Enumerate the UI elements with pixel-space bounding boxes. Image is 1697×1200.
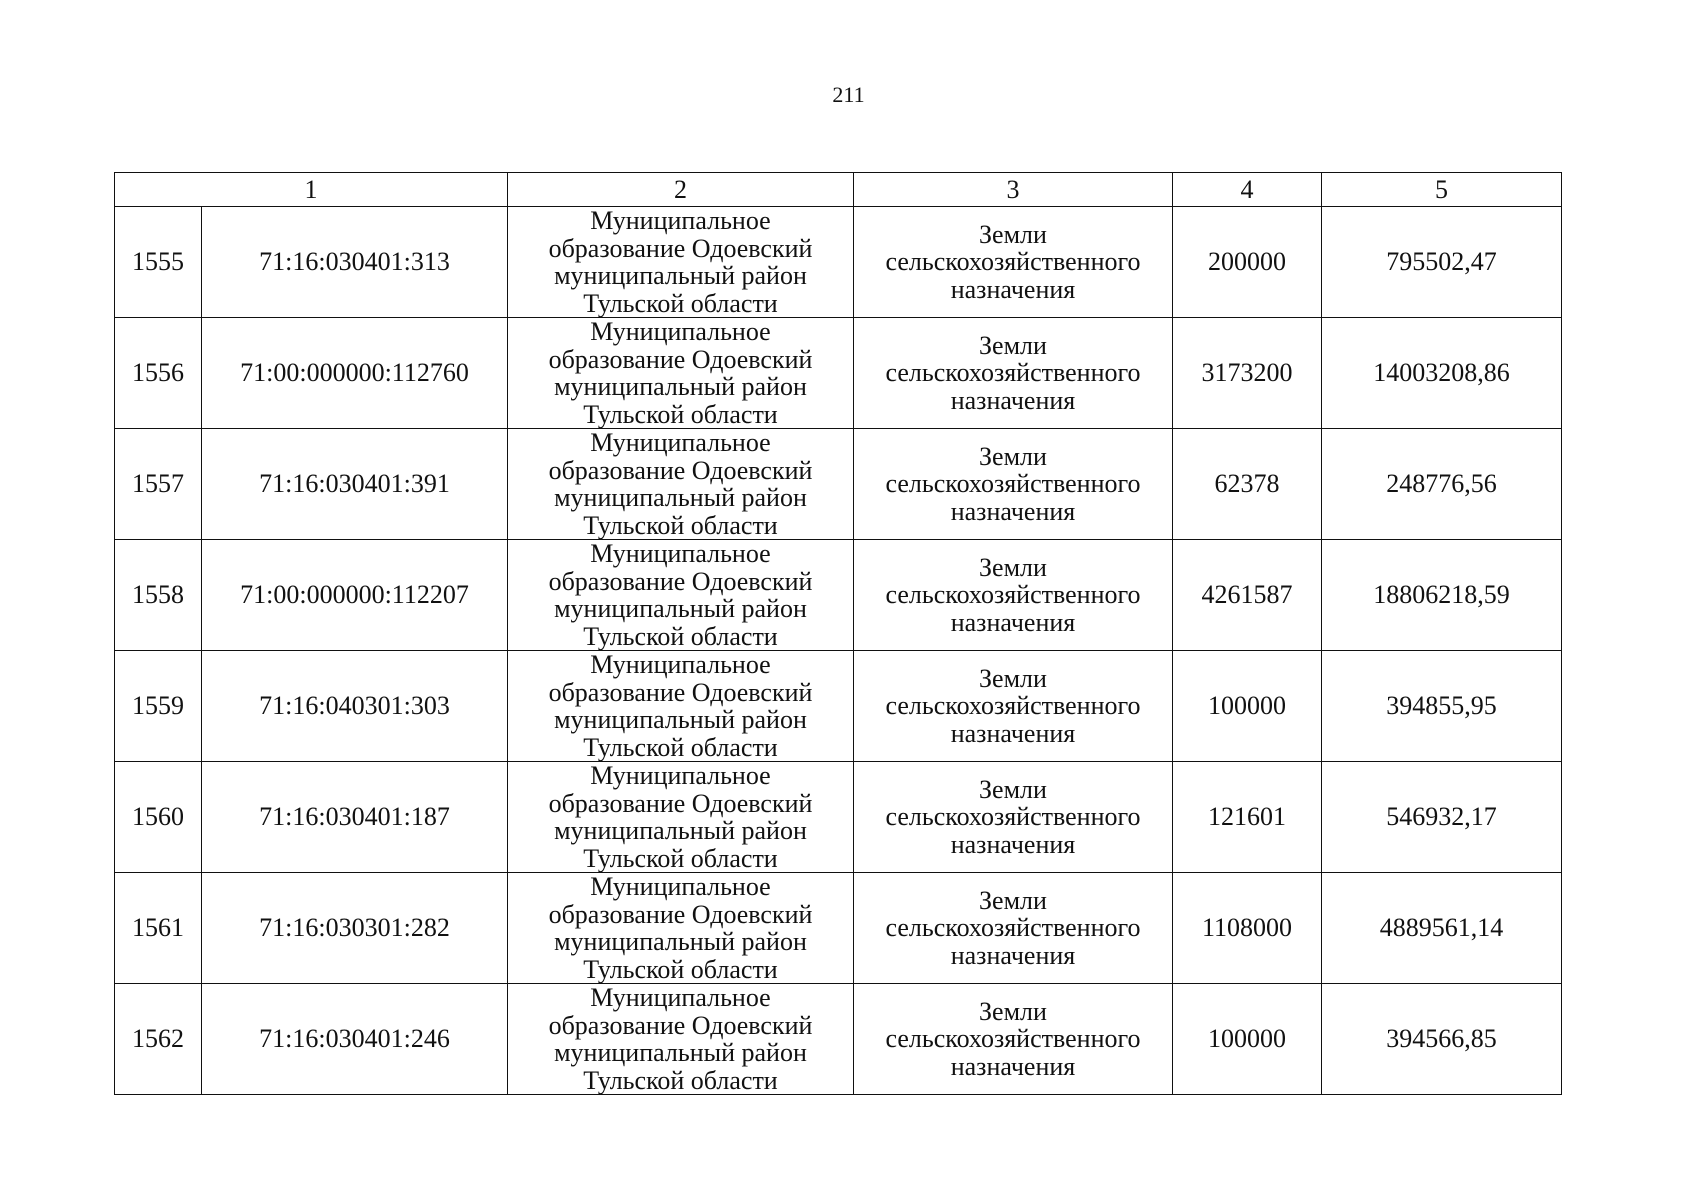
table-row [115, 651, 1562, 762]
category-line: сельскохозяйственного [885, 802, 1141, 832]
area-value: 4261587 [1173, 540, 1322, 651]
category-line: сельскохозяйственного [885, 469, 1141, 499]
category-line: Земли [979, 552, 1047, 582]
row-number: 1558 [115, 540, 202, 651]
owner-line: муниципальный район [554, 705, 807, 734]
category-line: Земли [979, 219, 1047, 249]
land-category-cell [854, 207, 1173, 318]
category-line: назначения [950, 940, 1076, 970]
owner-line: Муниципальное [590, 206, 771, 235]
category-line: сельскохозяйственного [885, 913, 1141, 943]
column-header: 1 [115, 173, 508, 207]
owner-line: муниципальный район [554, 261, 807, 290]
owner-line: образование Одоевский [548, 233, 813, 263]
category-line: Земли [979, 330, 1047, 360]
owner-line: образование Одоевский [548, 344, 813, 374]
area-value: 200000 [1173, 207, 1322, 318]
table-row [115, 429, 1562, 540]
column-header: 5 [1322, 173, 1562, 207]
category-line: сельскохозяйственного [885, 358, 1141, 388]
owner-line: Тульской области [583, 954, 778, 984]
owner-line: муниципальный район [554, 594, 807, 623]
owner-line: Муниципальное [590, 983, 771, 1012]
land-category-cell [854, 318, 1173, 429]
category-line: назначения [950, 496, 1076, 526]
column-header: 4 [1173, 173, 1322, 207]
owner-line: муниципальный район [554, 372, 807, 401]
area-value: 100000 [1173, 651, 1322, 762]
table-row [115, 984, 1562, 1095]
category-line: сельскохозяйственного [885, 1024, 1141, 1054]
cadastral-number: 71:16:030401:313 [202, 207, 508, 318]
owner-line: Муниципальное [590, 761, 771, 790]
row-number: 1559 [115, 651, 202, 762]
land-register-table [114, 172, 1562, 1095]
category-line: сельскохозяйственного [885, 247, 1141, 277]
owner-line: муниципальный район [554, 1038, 807, 1067]
row-number: 1556 [115, 318, 202, 429]
cadastral-number: 71:00:000000:112760 [202, 318, 508, 429]
cadastral-value: 546932,17 [1322, 762, 1562, 873]
owner-line: Муниципальное [590, 872, 771, 901]
cadastral-number: 71:00:000000:112207 [202, 540, 508, 651]
owner-cell [508, 651, 854, 762]
row-number: 1557 [115, 429, 202, 540]
row-number: 1561 [115, 873, 202, 984]
area-value: 1108000 [1173, 873, 1322, 984]
category-line: назначения [950, 385, 1076, 415]
category-line: Земли [979, 663, 1047, 693]
cadastral-number: 71:16:030401:187 [202, 762, 508, 873]
category-line: назначения [950, 1051, 1076, 1081]
row-number: 1560 [115, 762, 202, 873]
row-number: 1555 [115, 207, 202, 318]
owner-line: Муниципальное [590, 539, 771, 568]
owner-line: образование Одоевский [548, 566, 813, 596]
land-category-cell [854, 873, 1173, 984]
land-category-cell [854, 540, 1173, 651]
table-row [115, 762, 1562, 873]
land-category-cell [854, 651, 1173, 762]
owner-line: образование Одоевский [548, 455, 813, 485]
owner-line: Муниципальное [590, 317, 771, 346]
owner-line: Тульской области [583, 510, 778, 540]
category-line: назначения [950, 607, 1076, 637]
category-line: сельскохозяйственного [885, 691, 1141, 721]
land-category-cell [854, 429, 1173, 540]
cadastral-value: 4889561,14 [1322, 873, 1562, 984]
owner-line: Тульской области [583, 288, 778, 318]
category-line: назначения [950, 274, 1076, 304]
owner-line: Муниципальное [590, 650, 771, 679]
table-row [115, 540, 1562, 651]
owner-cell [508, 429, 854, 540]
table-header-row [115, 173, 1562, 207]
category-line: Земли [979, 885, 1047, 915]
owner-line: муниципальный район [554, 483, 807, 512]
cadastral-number: 71:16:030401:391 [202, 429, 508, 540]
cadastral-value: 795502,47 [1322, 207, 1562, 318]
category-line: назначения [950, 718, 1076, 748]
area-value: 100000 [1173, 984, 1322, 1095]
owner-line: муниципальный район [554, 927, 807, 956]
cadastral-number: 71:16:040301:303 [202, 651, 508, 762]
owner-line: Тульской области [583, 843, 778, 873]
cadastral-value: 394855,95 [1322, 651, 1562, 762]
owner-cell [508, 318, 854, 429]
category-line: сельскохозяйственного [885, 580, 1141, 610]
owner-line: образование Одоевский [548, 677, 813, 707]
category-line: назначения [950, 829, 1076, 859]
cadastral-value: 394566,85 [1322, 984, 1562, 1095]
cadastral-number: 71:16:030301:282 [202, 873, 508, 984]
category-line: Земли [979, 996, 1047, 1026]
owner-cell [508, 540, 854, 651]
page-number: 211 [832, 82, 865, 107]
cadastral-value: 248776,56 [1322, 429, 1562, 540]
land-category-cell [854, 762, 1173, 873]
owner-line: Тульской области [583, 732, 778, 762]
table-row [115, 318, 1562, 429]
owner-line: Тульской области [583, 399, 778, 429]
cadastral-value: 18806218,59 [1322, 540, 1562, 651]
category-line: Земли [979, 774, 1047, 804]
owner-line: муниципальный район [554, 816, 807, 845]
cadastral-value: 14003208,86 [1322, 318, 1562, 429]
owner-line: Муниципальное [590, 428, 771, 457]
owner-cell [508, 984, 854, 1095]
table-row [115, 873, 1562, 984]
cadastral-number: 71:16:030401:246 [202, 984, 508, 1095]
column-header: 3 [854, 173, 1173, 207]
category-line: Земли [979, 441, 1047, 471]
owner-cell [508, 207, 854, 318]
owner-line: образование Одоевский [548, 899, 813, 929]
owner-cell [508, 762, 854, 873]
column-header: 2 [508, 173, 854, 207]
owner-line: образование Одоевский [548, 788, 813, 818]
area-value: 121601 [1173, 762, 1322, 873]
land-category-cell [854, 984, 1173, 1095]
owner-line: образование Одоевский [548, 1010, 813, 1040]
area-value: 3173200 [1173, 318, 1322, 429]
area-value: 62378 [1173, 429, 1322, 540]
owner-line: Тульской области [583, 621, 778, 651]
owner-line: Тульской области [583, 1065, 778, 1095]
row-number: 1562 [115, 984, 202, 1095]
table-row [115, 207, 1562, 318]
owner-cell [508, 873, 854, 984]
